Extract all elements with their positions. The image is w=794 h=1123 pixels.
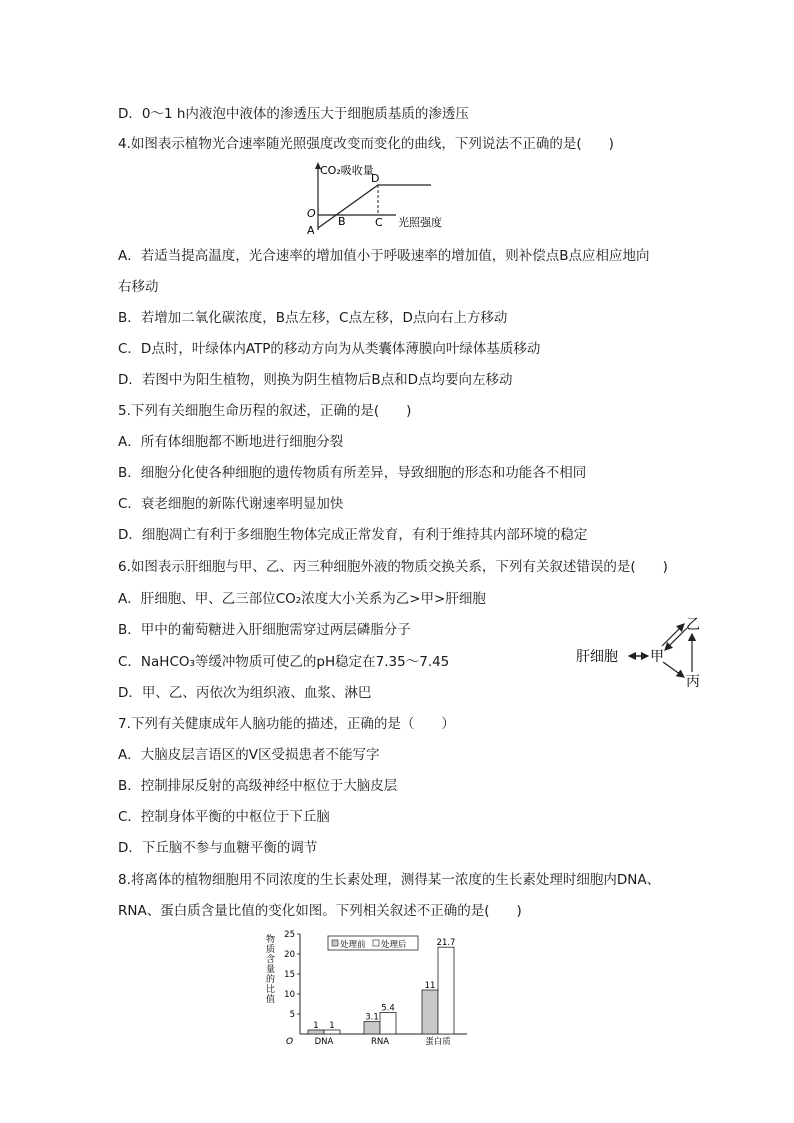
y-tick-label: 5 — [289, 1010, 295, 1020]
y-tick-label: 25 — [284, 930, 295, 940]
q6-option-d: D．甲、乙、丙依次为组织液、血浆、淋巴 — [118, 685, 372, 701]
bing-label: 丙 — [686, 674, 700, 690]
q6-option-b: B．甲中的葡萄糖进入肝细胞需穿过两层磷脂分子 — [118, 622, 411, 638]
data-label: 1 — [329, 1021, 335, 1031]
category-label: 蛋白质 — [425, 1037, 451, 1047]
photosynthesis-curve-figure — [298, 160, 458, 235]
fluid-exchange-diagram — [574, 614, 709, 692]
arrow-jia-to-bing — [663, 662, 684, 677]
origin-label: O — [307, 207, 316, 220]
category-label: RNA — [370, 1037, 390, 1047]
dna-rna-protein-bar-chart — [262, 930, 472, 1048]
q7-option-c: C．控制身体平衡的中枢位于下丘脑 — [118, 809, 330, 825]
point-d-label: D — [371, 172, 380, 185]
y-axis-label-char: 值 — [266, 995, 276, 1005]
q5-option-d: D．细胞凋亡有利于多细胞生物体完成正常发育，有利于维持其内部环境的稳定 — [118, 527, 588, 543]
q5-option-c: C．衰老细胞的新陈代谢速率明显加快 — [118, 496, 344, 512]
point-b-label: B — [338, 215, 346, 228]
q6-stem: 6.如图表示肝细胞与甲、乙、丙三种细胞外液的物质交换关系，下列有关叙述错误的是( ) — [118, 559, 668, 575]
q4-option-b: B．若增加二氧化碳浓度，B点左移，C点左移，D点向右上方移动 — [118, 310, 508, 326]
q6-option-a: A．肝细胞、甲、乙三部位CO₂浓度大小关系为乙>甲>肝细胞 — [118, 591, 486, 607]
q3-option-d: D．0～1 h内液泡中液体的渗透压大于细胞质基质的渗透压 — [118, 106, 469, 122]
y-axis-label: CO₂吸收量 — [320, 164, 374, 177]
yi-label: 乙 — [686, 617, 700, 633]
q7-option-b: B．控制排尿反射的高级神经中枢位于大脑皮层 — [118, 778, 398, 794]
data-label: 3.1 — [365, 1012, 379, 1023]
category-label: DNA — [314, 1037, 334, 1047]
q5-option-a: A．所有体细胞都不断地进行细胞分裂 — [118, 434, 344, 450]
q5-stem: 5.下列有关细胞生命历程的叙述，正确的是( ) — [118, 403, 412, 419]
y-tick-label: 10 — [284, 990, 295, 1000]
q7-option-a: A．大脑皮层言语区的V区受损患者不能写字 — [118, 747, 380, 763]
data-label: 11 — [424, 981, 436, 991]
x-axis-label: 光照强度 — [398, 216, 442, 229]
q8-stem-cont: RNA、蛋白质含量比值的变化如图。下列相关叙述不正确的是( ) — [118, 903, 522, 919]
y-axis-label-char: 比 — [266, 985, 276, 995]
bar-after — [438, 947, 454, 1034]
point-a-label: A — [307, 224, 315, 235]
legend-label-after: 处理后 — [381, 940, 407, 950]
q4-option-a-cont: 右移动 — [118, 279, 159, 295]
q8-stem: 8.将离体的植物细胞用不同浓度的生长素处理，测得某一浓度的生长素处理时细胞内DNA、 — [118, 872, 661, 888]
q6-option-c: C．NaHCO₃等缓冲物质可使乙的pH稳定在7.35～7.45 — [118, 654, 450, 670]
bar-before — [364, 1022, 380, 1034]
legend-label-before: 处理前 — [340, 940, 366, 950]
q4-option-a: A．若适当提高温度，光合速率的增加值小于呼吸速率的增加值，则补偿点B点应相应地向 — [118, 248, 650, 264]
q4-stem: 4.如图表示植物光合速率随光照强度改变而变化的曲线，下列说法不正确的是( ) — [118, 136, 614, 152]
legend-swatch-before — [332, 940, 338, 946]
q4-option-d: D．若图中为阳生植物，则换为阴生植物后B点和D点均要向左移动 — [118, 372, 513, 388]
bar-after — [380, 1012, 396, 1034]
y-axis-label-char: 质 — [266, 945, 276, 955]
y-axis-label-char: 量 — [266, 965, 276, 975]
y-tick-label: 15 — [284, 970, 295, 980]
q7-stem: 7.下列有关健康成年人脑功能的描述，正确的是（ ） — [118, 716, 455, 732]
y-axis-label-char: 含 — [266, 955, 276, 965]
y-tick-label: 20 — [284, 950, 295, 960]
y-axis-label-char: 的 — [266, 975, 276, 985]
jia-label: 甲 — [650, 649, 664, 665]
liver-cell-label: 肝细胞 — [576, 649, 618, 665]
data-label: 1 — [313, 1021, 319, 1031]
legend-swatch-after — [373, 940, 379, 946]
bar-before — [422, 990, 438, 1034]
point-c-label: C — [375, 216, 383, 229]
y-axis-label-char: 物 — [266, 935, 276, 945]
q5-option-b: B．细胞分化使各种细胞的遗传物质有所差异，导致细胞的形态和功能各不相同 — [118, 465, 587, 481]
origin-label: O — [286, 1037, 294, 1047]
data-label: 5.4 — [381, 1003, 395, 1014]
q4-option-c: C．D点时，叶绿体内ATP的移动方向为从类囊体薄膜向叶绿体基质移动 — [118, 341, 541, 357]
data-label: 21.7 — [436, 938, 456, 949]
q7-option-d: D．下丘脑不参与血糖平衡的调节 — [118, 840, 318, 856]
